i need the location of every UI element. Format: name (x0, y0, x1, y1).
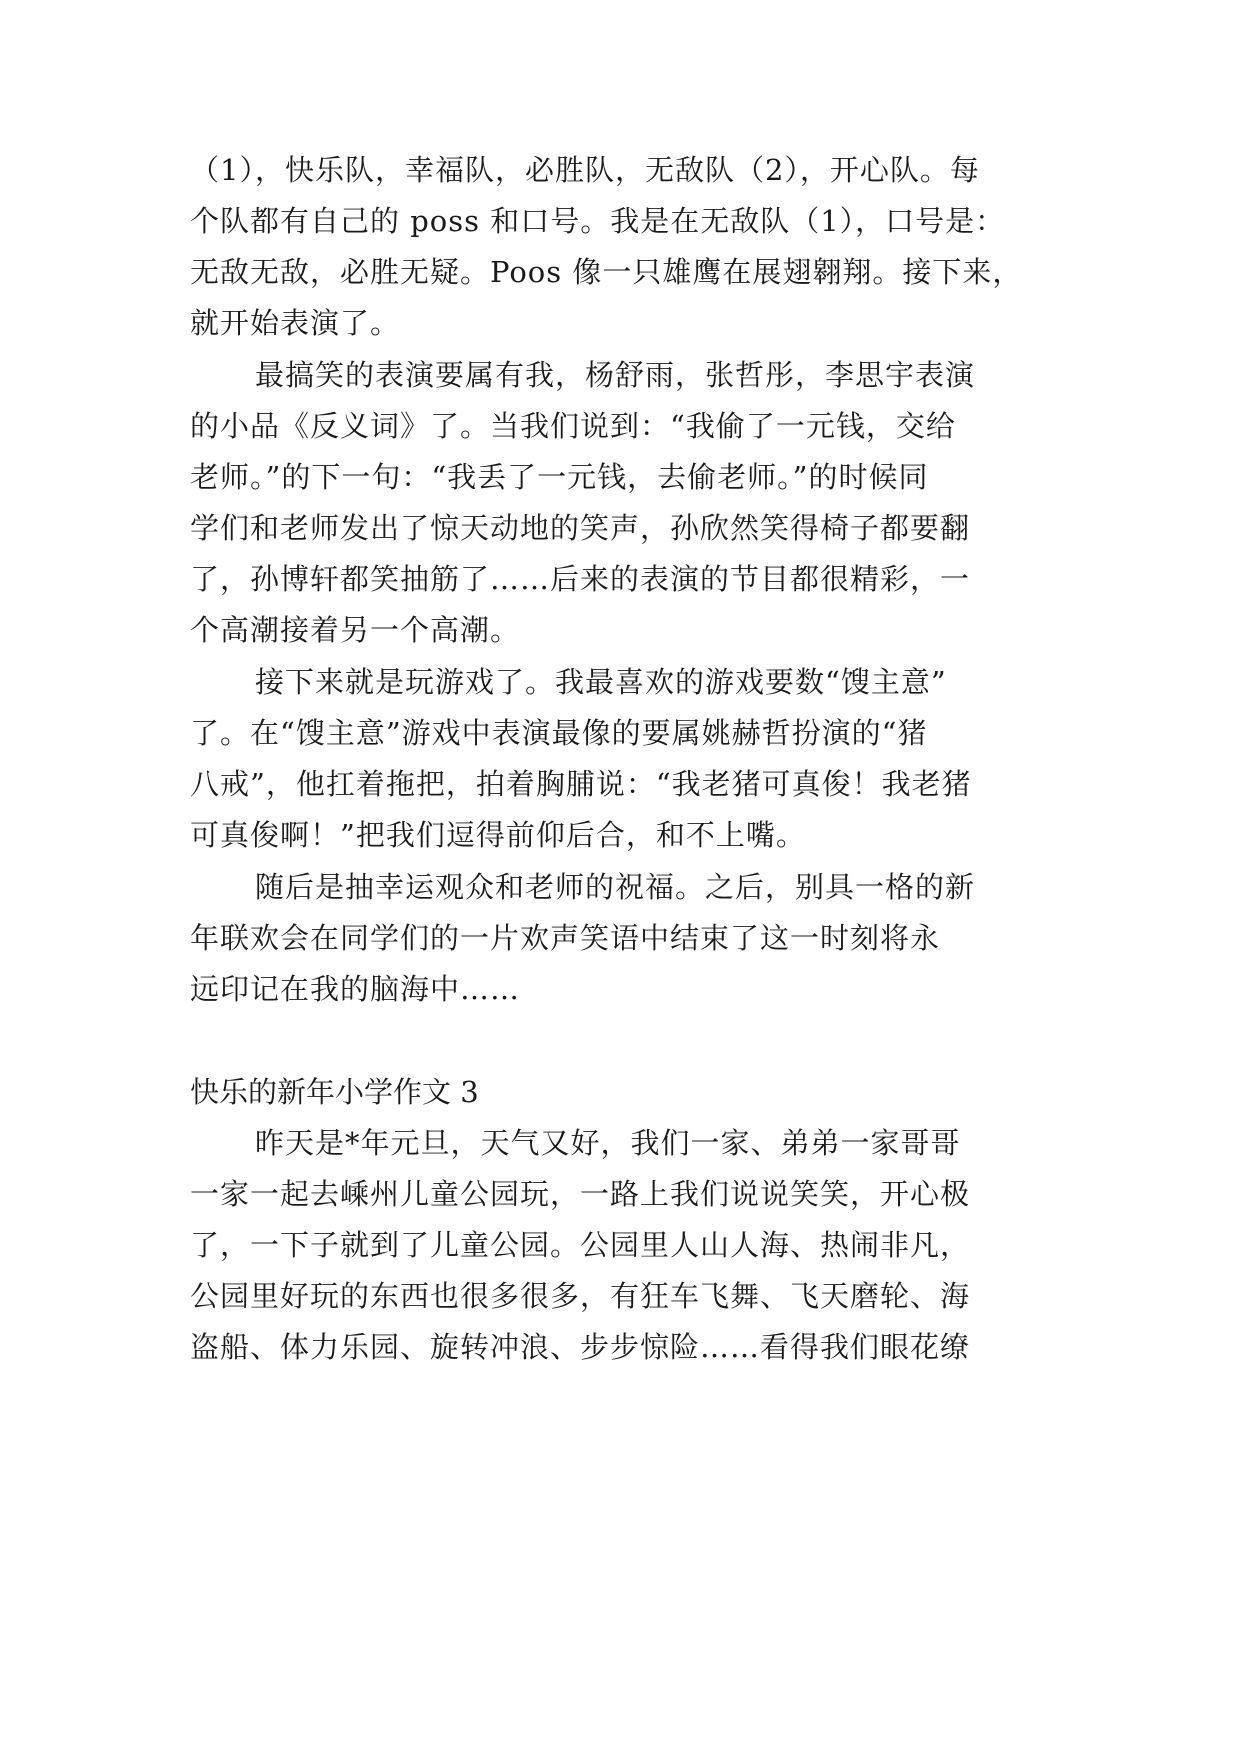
text-line: 了，一下子就到了儿童公园。公园里人山人海、热闹非凡， (190, 1228, 971, 1262)
text-line: 八戒”，他扛着拖把，拍着胸脯说：“我老猪可真俊！我老猪 (190, 767, 972, 801)
text-line: 随后是抽幸运观众和老师的祝福。之后，别具一格的新 (255, 870, 976, 904)
text-line: 接下来就是玩游戏了。我最喜欢的游戏要数“馊主意” (255, 665, 947, 699)
text-line: 个高潮接着另一个高潮。 (190, 613, 521, 647)
text-line: 无敌无敌，必胜无疑。Poos 像一只雄鹰在展翅翱翔。接下来， (190, 255, 1023, 289)
text-line: 盗船、体力乐园、旋转冲浪、步步惊险……看得我们眼花缭 (190, 1330, 971, 1364)
text-line: 公园里好玩的东西也很多很多，有狂车飞舞、飞天磨轮、海 (190, 1279, 971, 1313)
text-line: 远印记在我的脑海中…… (190, 972, 521, 1006)
text-line: 了，孙博轩都笑抽筋了……后来的表演的节目都很精彩，一 (190, 562, 971, 596)
text-line: 的小品《反义词》了。当我们说到：“我偷了一元钱，交给 (190, 409, 956, 443)
text-line: 最搞笑的表演要属有我，杨舒雨，张哲彤，李思宇表演 (255, 358, 976, 392)
text-line: 一家一起去嵊州儿童公园玩，一路上我们说说笑笑，开心极 (190, 1177, 971, 1211)
text-line: 可真俊啊！”把我们逗得前仰后合，和不上嘴。 (190, 818, 806, 852)
text-line: 学们和老师发出了惊天动地的笑声，孙欣然笑得椅子都要翻 (190, 511, 971, 545)
text-line: （1），快乐队，幸福队，必胜队，无敌队（2），开心队。每 (190, 153, 980, 187)
text-line: 就开始表演了。 (190, 306, 401, 340)
text-line: 了。在“馊主意”游戏中表演最像的要属姚赫哲扮演的“猪 (190, 716, 928, 750)
text-line: 年联欢会在同学们的一片欢声笑语中结束了这一时刻将永 (190, 921, 941, 955)
text-line: 昨天是*年元旦，天气又好，我们一家、弟弟一家哥哥 (255, 1126, 961, 1160)
section-heading: 快乐的新年小学作文 3 (190, 1075, 479, 1109)
text-line: 老师。”的下一句：“我丢了一元钱，去偷老师。”的时候同 (190, 460, 929, 494)
text-line: 个队都有自己的 poss 和口号。我是在无敌队（1），口号是： (190, 204, 1006, 238)
